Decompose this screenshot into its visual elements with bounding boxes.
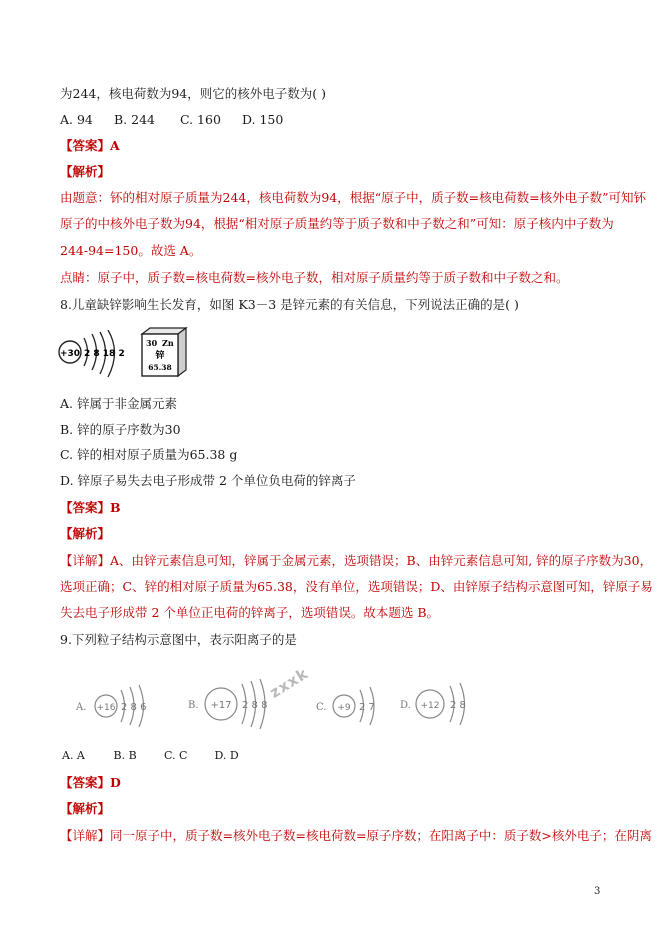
q9-detail-line-1: 【详解】同一原子中，质子数=核外电子数=核电荷数=原子序数；在阳离子中：质子数>核外电子；在阴离	[60, 828, 652, 843]
q9-structure-b-nucleus: +17	[210, 700, 232, 711]
q7-answer: 【答案】A	[60, 138, 120, 153]
zinc-element-card	[140, 326, 188, 378]
q8-stem: 8.儿童缺锌影响生长发育，如图 K3－3 是锌元素的有关信息，下列说法正确的是( )	[60, 297, 519, 312]
q9-analysis-label: 【解析】	[60, 801, 111, 816]
q7-option-b: B. 244	[113, 112, 155, 127]
zinc-name: 锌	[155, 351, 165, 361]
q9-structure-d-label: D.	[400, 700, 411, 711]
q8-option-b: B. 锌的原子序数为30	[60, 422, 181, 437]
q9-answer: 【答案】D	[60, 775, 121, 790]
q8-detail-line-1: 【详解】A、由锌元素信息可知，锌属于金属元素，选项错误；B、由锌元素信息可知, 锌的原子序数为30，	[60, 553, 653, 568]
zinc-symbol: Zn	[162, 338, 174, 348]
q8-option-c: C. 锌的相对原子质量为65.38 g	[60, 447, 238, 462]
q9-structure-d	[400, 678, 484, 730]
q7-analysis-line-1: 由题意：钚的相对原子质量为244，核电荷数为94，根据“原子中，质子数=核电荷数=核外电子数”可知钚	[60, 190, 646, 205]
q9-structure-a-nucleus: +16	[96, 703, 116, 713]
q7-analysis-line-3: 244-94=150。故选 A。	[60, 243, 202, 258]
q8-detail-line-2: 选项正确；C、锌的相对原子质量为65.38，没有单位，选项错误；D、由锌原子结构示意图可知，锌原子易	[60, 579, 653, 594]
zinc-shell-counts: 2 8 18 2	[84, 349, 125, 359]
q9-options	[62, 748, 239, 764]
q9-structure-a-shells: 2 8 6	[121, 702, 147, 713]
page-number: 3	[594, 886, 601, 897]
q7-stem-end: 为244，核电荷数为94，则它的核外电子数为( )	[60, 86, 326, 101]
q9-structure-d-nucleus: +12	[420, 701, 440, 711]
q7-option-d: D. 150	[241, 112, 284, 127]
q7-option-a: A. 94	[60, 112, 93, 127]
q9-structure-b-shells: 2 8 8	[242, 700, 268, 711]
q9-structure-c	[316, 680, 396, 730]
q9-structure-c-label: C.	[316, 702, 327, 713]
q7-analysis-label: 【解析】	[60, 164, 111, 179]
q9-structure-c-nucleus: +9	[337, 703, 351, 713]
q8-analysis-label: 【解析】	[60, 526, 111, 541]
zinc-mass: 65.38	[148, 363, 172, 372]
q9-option-c: C. C	[164, 749, 188, 762]
q9-structure-a-label: A.	[76, 702, 87, 713]
q8-option-d: D. 锌原子易失去电子形成带 2 个单位负电荷的锌离子	[60, 473, 356, 488]
watermark-logo: zxxk	[266, 664, 312, 702]
q9-stem: 9.下列粒子结构示意图中，表示阳离子的是	[60, 632, 297, 647]
q8-answer: 【答案】B	[60, 500, 121, 515]
q9-structure-b-label: B.	[188, 700, 199, 711]
q9-option-d: D. D	[214, 749, 239, 762]
q7-tip: 点睛：原子中，质子数=核电荷数=核外电子数，相对原子质量约等于质子数和中子数之和。	[60, 270, 569, 285]
q9-structure-a	[76, 680, 166, 730]
q9-structure-c-shells: 2 7	[359, 702, 375, 713]
q7-option-c: C. 160	[179, 112, 221, 127]
q8-option-a: A. 锌属于非金属元素	[60, 396, 177, 411]
zinc-nucleus-label: +30	[59, 349, 81, 359]
q8-detail-line-3: 失去电子形成带 2 个单位正电荷的锌离子，选项错误。故本题选 B。	[60, 605, 440, 620]
q7-options	[60, 112, 283, 128]
zinc-atomic-number: 30	[146, 338, 158, 348]
q9-structure-d-shells: 2 8	[450, 700, 466, 711]
q9-option-b: B. B	[113, 749, 137, 762]
zinc-atom-structure	[58, 330, 138, 378]
q7-analysis-line-2: 原子的中核外电子数为94，根据“相对原子质量约等于质子数和中子数之和”可知：原子核内中子数为	[60, 216, 614, 231]
q9-option-a: A. A	[62, 749, 85, 762]
